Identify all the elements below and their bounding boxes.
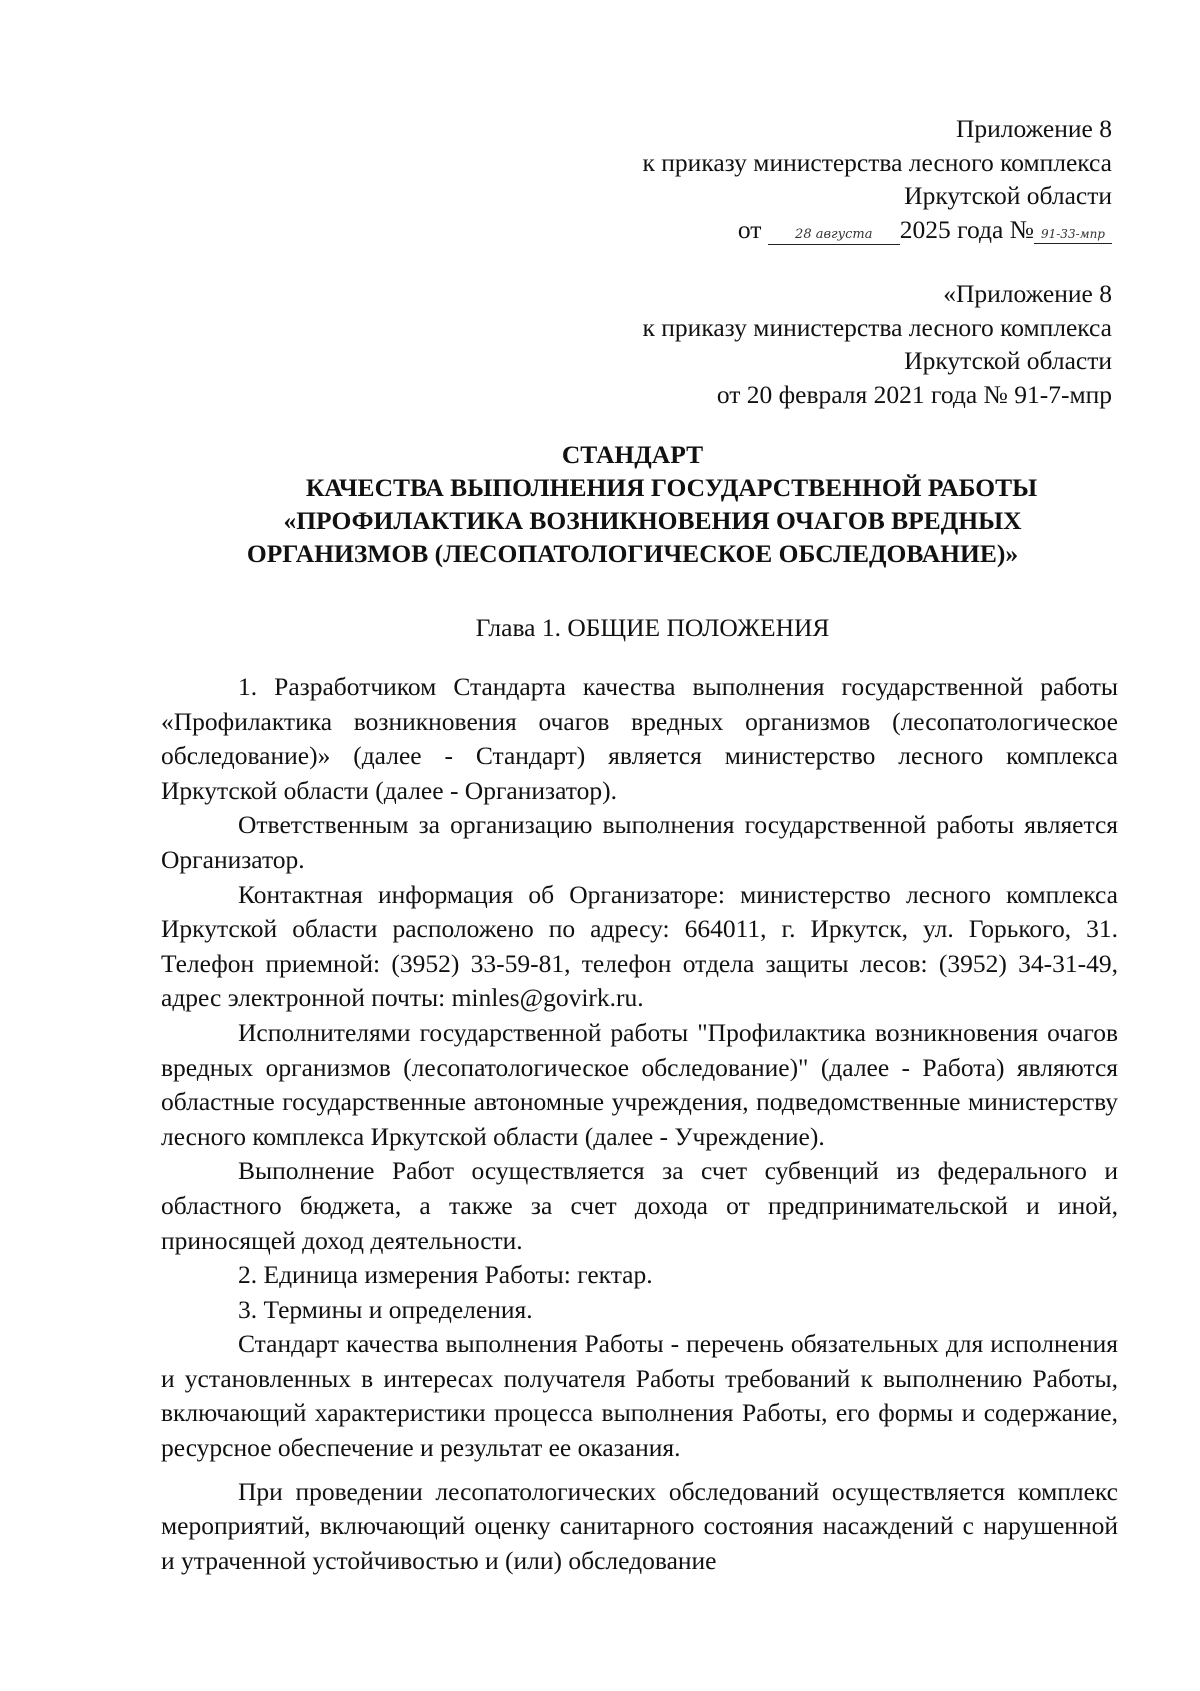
original-header-line: от 20 февраля 2021 года № 91-7-мпр: [716, 379, 1112, 409]
handwritten-order-number: 91-33-мпр: [1034, 225, 1112, 244]
date-prefix: от: [737, 214, 762, 244]
paragraph: Исполнителями государственной работы "Профилактика возникновения очагов вредных организмов (лесопатологическое обследование)" (далее - Работа) являются областные государственные автономные учреждения, подведомственные министерству лесного комплекса Иркутской области (далее - Учреждение).: [161, 1017, 1118, 1151]
document-title: [150, 438, 1115, 570]
body-text: [161, 670, 1118, 1578]
title-line: СТАНДАРТ: [561, 440, 704, 469]
amendment-header-line: Иркутской области: [904, 181, 1112, 210]
original-header-line: Иркутской области: [904, 346, 1112, 375]
chapter-heading: Глава 1. ОБЩИЕ ПОЛОЖЕНИЯ: [475, 613, 830, 642]
paragraph: При проведении лесопатологических обследований осуществляется комплекс мероприятий, включающий оценку санитарного состояния насаждений с нарушенной и утраченной устойчивостью и (или) обследование: [161, 1476, 1118, 1575]
paragraph: 2. Единица измерения Работы: гектар.: [238, 1260, 653, 1290]
amendment-header-line: Приложение 8: [956, 114, 1112, 143]
amendment-date-line: [643, 213, 1112, 247]
handwritten-date: 28 августа: [768, 226, 900, 245]
title-line: ОРГАНИЗМОВ (ЛЕСОПАТОЛОГИЧЕСКОЕ ОБСЛЕДОВАНИЕ)»: [246, 539, 1019, 568]
paragraph: 3. Термины и определения.: [238, 1294, 533, 1324]
title-line: КАЧЕСТВА ВЫПОЛНЕНИЯ ГОСУДАРСТВЕННОЙ РАБОТЫ: [305, 473, 1038, 502]
year-text: 2025 года №: [899, 214, 1034, 244]
original-header-line: «Приложение 8: [943, 279, 1112, 308]
paragraph: Контактная информация об Организаторе: министерство лесного комплекса Иркутской области расположено по адресу: 664011, г. Иркутск, ул. Горького, 31. Телефон приемной: (3952) 33-59-81, телефон отдела защиты лесов: (3952) 34-31-49, адрес электронной почты: minles@govirk.ru.: [161, 879, 1118, 1013]
title-line: «ПРОФИЛАКТИКА ВОЗНИКНОВЕНИЯ ОЧАГОВ ВРЕДНЫХ: [283, 506, 1022, 535]
amendment-header-line: к приказу министерства лесного комплекса: [642, 147, 1112, 177]
paragraph: 1. Разработчиком Стандарта качества выполнения государственной работы «Профилактика возникновения очагов вредных организмов (лесопатологическое обследование)» (далее - Стандарт) является министерство лесного комплекса Иркутской области (далее - Организатор).: [161, 672, 1118, 805]
paragraph: Выполнение Работ осуществляется за счет субвенций из федерального и областного бюджета, а также за счет дохода от предпринимательской и иной, приносящей доход деятельности.: [161, 1156, 1118, 1255]
original-header: [643, 277, 1112, 411]
original-header-line: к приказу министерства лесного комплекса: [642, 312, 1112, 342]
paragraph: Ответственным за организацию выполнения государственной работы является Организатор.: [161, 810, 1118, 874]
amendment-header: [643, 112, 1112, 246]
paragraph: Стандарт качества выполнения Работы - перечень обязательных для исполнения и установленных в интересах получателя Работы требований к выполнению Работы, включающий характеристики процесса выполнения Работы, его формы и содержание, ресурсное обеспечение и результат ее оказания.: [161, 1329, 1118, 1463]
